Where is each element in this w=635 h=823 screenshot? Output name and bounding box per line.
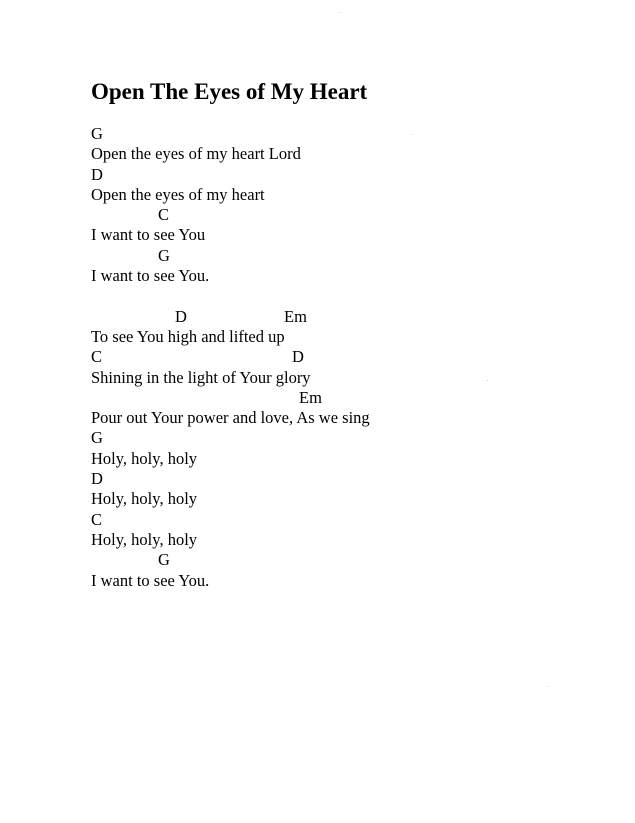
chord-symbol: D bbox=[91, 164, 103, 184]
chord-symbol: D bbox=[292, 347, 304, 367]
lyric-line: Open the eyes of my heart Lord bbox=[91, 144, 301, 164]
chord-symbol: Em bbox=[299, 387, 322, 407]
chord-line bbox=[91, 205, 551, 225]
song-title: Open The Eyes of My Heart bbox=[91, 79, 368, 104]
chord-symbol: D bbox=[91, 469, 103, 489]
chord-symbol: C bbox=[91, 509, 103, 529]
chord-line bbox=[91, 347, 551, 367]
chord-symbol: D bbox=[175, 306, 187, 326]
lyric-line: Open the eyes of my heart bbox=[91, 184, 265, 204]
chord-symbol: G bbox=[158, 550, 170, 570]
chord-symbol: C bbox=[158, 205, 170, 225]
lyric-line: I want to see You bbox=[91, 225, 206, 245]
lyric-line: Pour out Your power and love, As we sing bbox=[91, 408, 370, 428]
chord-line bbox=[91, 428, 551, 448]
lyric-line: I want to see You. bbox=[91, 570, 210, 590]
lyric-line: Shining in the light of Your glory bbox=[91, 367, 311, 387]
lyric-line: I want to see You. bbox=[91, 266, 210, 286]
chord-symbol: C bbox=[91, 347, 103, 367]
lyric-line: Holy, holy, holy bbox=[91, 489, 198, 509]
chord-line bbox=[91, 550, 551, 570]
chord-line bbox=[91, 165, 551, 185]
chord-line bbox=[91, 307, 551, 327]
chord-line bbox=[91, 510, 551, 530]
chord-symbol: Em bbox=[284, 306, 307, 326]
lyric-line: Holy, holy, holy bbox=[91, 529, 198, 549]
chord-line bbox=[91, 388, 551, 408]
chord-symbol: G bbox=[158, 245, 170, 265]
chord-line bbox=[91, 124, 551, 144]
chord-line bbox=[91, 246, 551, 266]
chord-line bbox=[91, 469, 551, 489]
chord-symbol: G bbox=[91, 124, 103, 143]
scan-speck bbox=[340, 12, 341, 13]
lyric-line: Holy, holy, holy bbox=[91, 448, 198, 468]
blank-line bbox=[91, 286, 551, 306]
chord-symbol: G bbox=[91, 428, 103, 448]
scan-speck bbox=[487, 380, 488, 381]
scan-speck bbox=[411, 134, 412, 135]
lyric-line: To see You high and lifted up bbox=[91, 326, 285, 346]
scan-speck bbox=[548, 686, 549, 687]
song-sheet bbox=[91, 124, 551, 591]
